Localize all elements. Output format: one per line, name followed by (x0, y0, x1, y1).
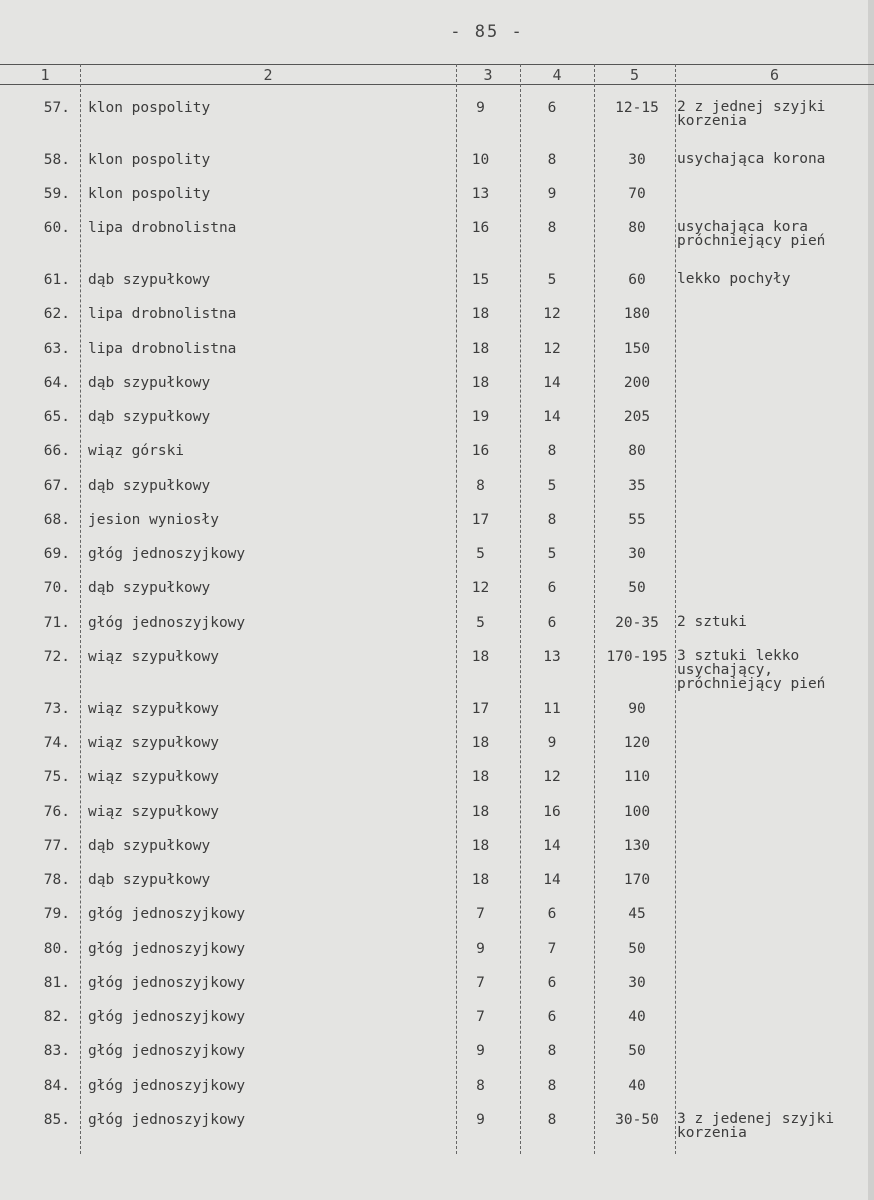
column-4-value: 13 (543, 649, 561, 665)
column-4-value: 6 (547, 615, 557, 631)
column-5-value: 60 (628, 272, 646, 288)
species-name: głóg jednoszyjkowy (88, 1009, 246, 1025)
column-3-value: 16 (471, 220, 490, 236)
column-5-value: 150 (623, 341, 651, 357)
column-4-value: 6 (547, 975, 557, 991)
column-4-value: 12 (543, 769, 561, 785)
species-name: dąb szypułkowy (88, 272, 211, 288)
row-number: 64. (43, 375, 70, 391)
species-name: głóg jednoszyjkowy (88, 546, 246, 562)
species-name: klon pospolity (88, 152, 211, 168)
row-number: 84. (43, 1078, 70, 1094)
column-header-6: 6 (769, 66, 780, 84)
species-name: wiąz górski (88, 443, 185, 459)
column-5-value: 12-15 (615, 100, 659, 116)
species-name: głóg jednoszyjkowy (88, 975, 246, 991)
column-4-value: 7 (547, 941, 557, 957)
column-3-value: 9 (476, 941, 485, 957)
column-4-value: 14 (543, 375, 561, 391)
row-number: 61. (43, 272, 70, 288)
column-4-value: 5 (547, 478, 557, 494)
column-header-3: 3 (483, 66, 493, 84)
row-number: 75. (43, 769, 70, 785)
column-5-value: 50 (628, 580, 646, 596)
column-3-value: 18 (471, 872, 490, 888)
row-number: 74. (43, 735, 70, 751)
column-3-value: 18 (471, 649, 490, 665)
column-separator-1 (80, 64, 81, 1154)
row-number: 66. (43, 443, 70, 459)
column-3-value: 10 (471, 152, 490, 168)
remarks: usychająca korona (677, 151, 826, 167)
row-number: 80. (43, 941, 70, 957)
species-name: lipa drobnolistna (88, 220, 237, 236)
column-3-value: 8 (476, 1078, 485, 1094)
species-name: dąb szypułkowy (88, 478, 211, 494)
column-5-value: 40 (628, 1078, 646, 1094)
column-5-value: 40 (628, 1009, 646, 1025)
column-header-4: 4 (552, 66, 562, 84)
column-4-value: 8 (547, 220, 557, 236)
column-5-value: 110 (623, 769, 651, 785)
column-header-2: 2 (263, 66, 273, 84)
row-number: 69. (43, 546, 70, 562)
column-5-value: 50 (628, 941, 646, 957)
column-3-value: 18 (471, 804, 490, 820)
column-5-value: 205 (623, 409, 651, 425)
column-3-value: 7 (476, 906, 485, 922)
species-name: głóg jednoszyjkowy (88, 1043, 246, 1059)
column-4-value: 8 (547, 152, 557, 168)
species-name: głóg jednoszyjkowy (88, 1078, 246, 1094)
species-name: dąb szypułkowy (88, 872, 211, 888)
column-3-value: 19 (471, 409, 490, 425)
header-rule-top (0, 64, 874, 65)
row-number: 71. (43, 615, 70, 631)
column-3-value: 8 (476, 478, 485, 494)
column-4-value: 9 (547, 186, 557, 202)
column-header-1: 1 (40, 66, 50, 84)
row-number: 77. (43, 838, 70, 854)
column-4-value: 6 (547, 580, 557, 596)
row-number: 79. (43, 906, 70, 922)
remarks: 3 z jedenej szyjki korzenia (677, 1111, 835, 1141)
column-3-value: 18 (471, 838, 490, 854)
column-5-value: 55 (628, 512, 646, 528)
species-name: głóg jednoszyjkowy (88, 1112, 246, 1128)
column-4-value: 6 (547, 1009, 557, 1025)
column-5-value: 35 (628, 478, 646, 494)
column-5-value: 30 (628, 975, 646, 991)
column-4-value: 6 (547, 906, 557, 922)
row-number: 72. (43, 649, 70, 665)
column-3-value: 18 (471, 341, 490, 357)
column-5-value: 70 (628, 186, 646, 202)
species-name: klon pospolity (88, 186, 211, 202)
column-5-value: 30 (628, 152, 646, 168)
column-4-value: 14 (543, 409, 561, 425)
row-number: 67. (43, 478, 70, 494)
column-5-value: 170-195 (606, 649, 668, 665)
column-separator-2 (456, 64, 457, 1154)
row-number: 65. (43, 409, 70, 425)
page-edge (868, 0, 874, 1200)
species-name: wiąz szypułkowy (88, 735, 219, 751)
row-number: 81. (43, 975, 70, 991)
species-name: wiąz szypułkowy (88, 804, 219, 820)
header-rule-bottom (0, 84, 874, 85)
row-number: 60. (43, 220, 70, 236)
species-name: dąb szypułkowy (88, 375, 211, 391)
column-3-value: 7 (476, 1009, 485, 1025)
column-3-value: 9 (476, 1112, 485, 1128)
column-separator-3 (520, 64, 521, 1154)
column-4-value: 8 (547, 443, 557, 459)
species-name: dąb szypułkowy (88, 580, 211, 596)
column-3-value: 17 (471, 701, 490, 717)
column-5-value: 20-35 (615, 615, 659, 631)
species-name: lipa drobnolistna (88, 306, 237, 322)
column-3-value: 18 (471, 735, 490, 751)
column-4-value: 5 (547, 272, 557, 288)
row-number: 57. (43, 100, 70, 116)
column-4-value: 9 (547, 735, 557, 751)
species-name: jesion wyniosły (88, 512, 219, 528)
column-3-value: 12 (471, 580, 490, 596)
row-number: 58. (43, 152, 70, 168)
species-name: głóg jednoszyjkowy (88, 615, 246, 631)
column-3-value: 5 (476, 546, 485, 562)
column-3-value: 18 (471, 375, 490, 391)
row-number: 78. (43, 872, 70, 888)
column-4-value: 11 (543, 701, 561, 717)
remarks: 3 sztuki lekko usychający, próchniejący pień (677, 648, 826, 692)
column-5-value: 130 (623, 838, 651, 854)
column-5-value: 45 (628, 906, 646, 922)
column-5-value: 80 (628, 220, 646, 236)
column-4-value: 8 (547, 1078, 557, 1094)
column-5-value: 30 (628, 546, 646, 562)
column-5-value: 100 (623, 804, 651, 820)
column-4-value: 6 (547, 100, 557, 116)
column-4-value: 8 (547, 1043, 557, 1059)
page-number: - 85 - (450, 22, 524, 42)
column-4-value: 16 (543, 804, 561, 820)
column-4-value: 8 (547, 1112, 557, 1128)
row-number: 62. (43, 306, 70, 322)
row-number: 76. (43, 804, 70, 820)
column-5-value: 120 (623, 735, 651, 751)
column-3-value: 9 (476, 100, 485, 116)
species-name: głóg jednoszyjkowy (88, 941, 246, 957)
species-name: dąb szypułkowy (88, 409, 211, 425)
column-4-value: 12 (543, 306, 561, 322)
species-name: lipa drobnolistna (88, 341, 237, 357)
column-5-value: 170 (623, 872, 651, 888)
remarks: usychająca kora próchniejący pień (677, 219, 826, 249)
column-5-value: 50 (628, 1043, 646, 1059)
column-5-value: 200 (623, 375, 651, 391)
column-3-value: 15 (471, 272, 490, 288)
row-number: 63. (43, 341, 70, 357)
column-3-value: 18 (471, 769, 490, 785)
column-4-value: 12 (543, 341, 561, 357)
species-name: wiąz szypułkowy (88, 701, 219, 717)
row-number: 59. (43, 186, 70, 202)
species-name: wiąz szypułkowy (88, 769, 219, 785)
column-3-value: 5 (476, 615, 485, 631)
column-4-value: 8 (547, 512, 557, 528)
column-4-value: 5 (547, 546, 557, 562)
column-3-value: 7 (476, 975, 485, 991)
row-number: 82. (43, 1009, 70, 1025)
remarks: lekko pochyły (677, 271, 791, 287)
species-name: dąb szypułkowy (88, 838, 211, 854)
column-5-value: 90 (628, 701, 646, 717)
species-name: klon pospolity (88, 100, 211, 116)
row-number: 73. (43, 701, 70, 717)
species-name: wiąz szypułkowy (88, 649, 219, 665)
column-3-value: 13 (471, 186, 490, 202)
remarks: 2 sztuki (677, 614, 747, 630)
row-number: 68. (43, 512, 70, 528)
row-number: 70. (43, 580, 70, 596)
row-number: 83. (43, 1043, 70, 1059)
column-3-value: 16 (471, 443, 490, 459)
column-5-value: 30-50 (615, 1112, 659, 1128)
column-5-value: 80 (628, 443, 646, 459)
species-name: głóg jednoszyjkowy (88, 906, 246, 922)
column-4-value: 14 (543, 872, 561, 888)
column-3-value: 18 (471, 306, 490, 322)
column-5-value: 180 (623, 306, 651, 322)
column-header-5: 5 (629, 66, 640, 84)
column-4-value: 14 (543, 838, 561, 854)
column-3-value: 9 (476, 1043, 485, 1059)
column-separator-4 (594, 64, 595, 1154)
column-3-value: 17 (471, 512, 490, 528)
remarks: 2 z jednej szyjki korzenia (677, 99, 826, 129)
row-number: 85. (43, 1112, 70, 1128)
